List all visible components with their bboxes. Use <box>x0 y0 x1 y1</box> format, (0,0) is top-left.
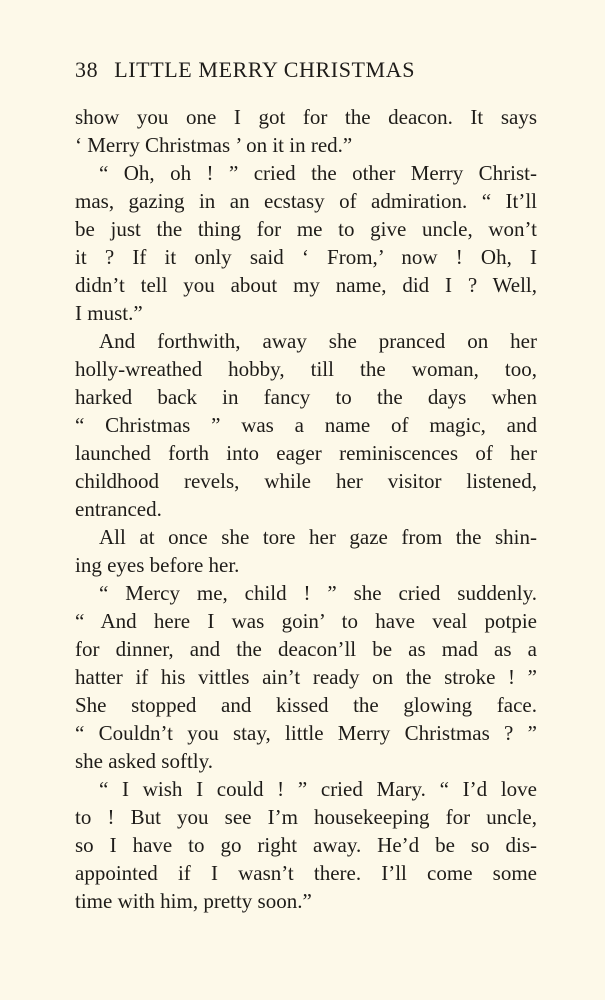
text-line: launched forth into eager reminiscences of her <box>75 441 537 465</box>
text-line: she asked softly. <box>75 749 214 773</box>
text-line: harked back in fancy to the days when <box>75 385 537 409</box>
text-line: And forthwith, away she pranced on her <box>99 329 537 353</box>
text-line: didn’t tell you about my name, did I ? Well, <box>75 273 537 297</box>
page-number: 38 <box>75 57 99 82</box>
text-line: ing eyes before her. <box>75 553 240 577</box>
text-line: mas, gazing in an ecstasy of admiration. “ It’ll <box>75 189 537 213</box>
text-line: to ! But you see I’m housekeeping for uncle, <box>75 805 537 829</box>
text-line: All at once she tore her gaze from the shin- <box>99 525 537 549</box>
text-line: “ I wish I could ! ” cried Mary. “ I’d love <box>99 777 537 801</box>
text-line: so I have to go right away. He’d be so dis- <box>75 833 537 857</box>
text-line: for dinner, and the deacon’ll be as mad as a <box>75 637 537 661</box>
text-line: holly-wreathed hobby, till the woman, too, <box>75 357 537 381</box>
text-line: She stopped and kissed the glowing face. <box>75 693 537 717</box>
text-line: time with him, pretty soon.” <box>75 889 312 913</box>
body-text <box>75 103 537 915</box>
text-line: appointed if I wasn’t there. I’ll come some <box>75 861 537 885</box>
text-line: be just the thing for me to give uncle, won’t <box>75 217 537 241</box>
text-line: “ Christmas ” was a name of magic, and <box>75 413 537 437</box>
page-header <box>75 57 540 89</box>
running-title: LITTLE MERRY CHRISTMAS <box>114 57 416 82</box>
text-line: it ? If it only said ‘ From,’ now ! Oh, I <box>75 245 537 269</box>
text-line: I must.” <box>75 301 143 325</box>
text-line: “ Mercy me, child ! ” she cried suddenly. <box>99 581 537 605</box>
text-line: ‘ Merry Christmas ’ on it in red.” <box>75 133 353 157</box>
text-line: childhood revels, while her visitor listened, <box>75 469 537 493</box>
text-line: hatter if his vittles ain’t ready on the stroke ! ” <box>75 665 537 689</box>
text-line: “ Couldn’t you stay, little Merry Christmas ? ” <box>75 721 537 745</box>
text-line: show you one I got for the deacon. It says <box>75 105 537 129</box>
text-line: “ And here I was goin’ to have veal potpie <box>75 609 537 633</box>
text-line: “ Oh, oh ! ” cried the other Merry Christ- <box>99 161 537 185</box>
text-line: entranced. <box>75 497 162 521</box>
